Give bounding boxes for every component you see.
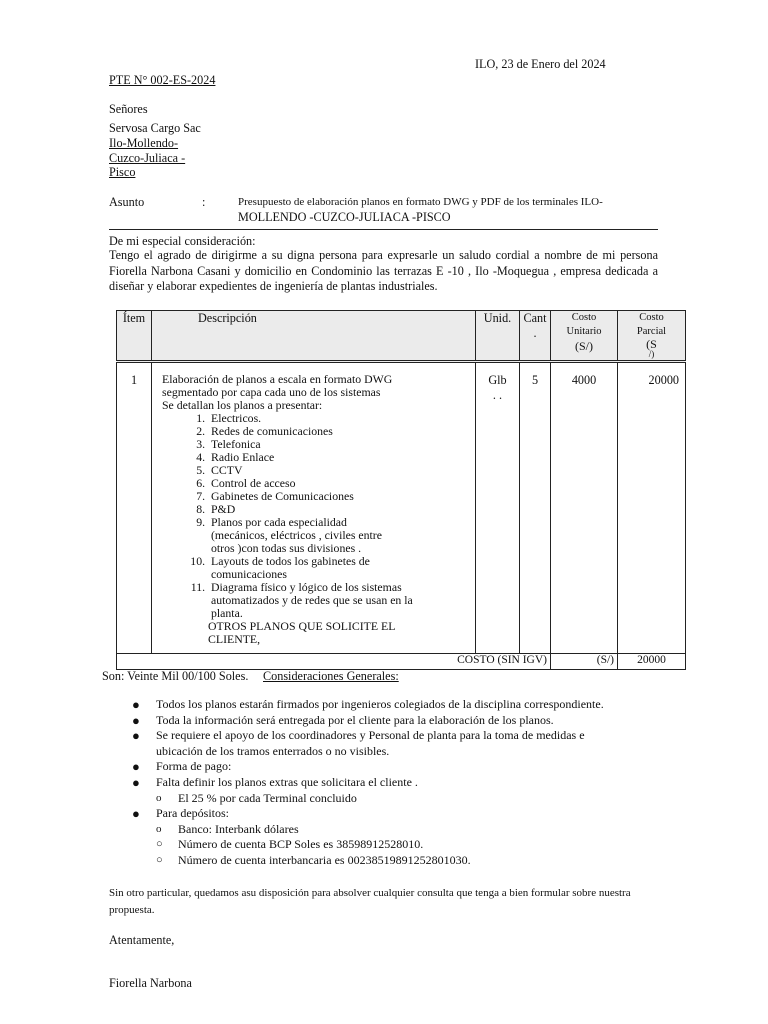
description-intro: segmentado por capa cada uno de los sistemas bbox=[162, 385, 381, 399]
plans-list bbox=[162, 412, 475, 620]
plan-item: 10. Layouts de todos los gabinetes de comunicaciones bbox=[208, 555, 391, 581]
row-unit: Glb . . bbox=[476, 362, 520, 654]
recipient-route-line: Pisco bbox=[109, 165, 136, 179]
table-header-row bbox=[117, 311, 686, 362]
header-quantity: Cant . bbox=[520, 311, 551, 362]
row-item-number: 1 bbox=[117, 362, 152, 654]
plan-item: 3. Telefonica bbox=[208, 438, 475, 451]
header-partial-cost: Costo Parcial (S /) bbox=[618, 311, 686, 362]
list-item: ● Forma de pago: bbox=[132, 759, 232, 775]
bullet-icon: ● bbox=[132, 728, 140, 744]
closing-paragraph: propuesta. bbox=[109, 904, 155, 916]
sub-bullet-icon: o bbox=[156, 822, 162, 835]
sub-list-item: ○ Número de cuenta BCP Soles es 38598912528010. bbox=[156, 837, 424, 852]
plan-item: 1. Electricos. bbox=[208, 412, 475, 425]
list-item: ● Falta definir los planos extras que solicitara el cliente . bbox=[132, 774, 418, 790]
plan-item: 8. P&D bbox=[208, 503, 475, 516]
greeting-paragraph: Tengo el agrado de dirigirme a su digna persona para expresarle un saludo cordial a nombre de mi persona Fiorella Narbona Casani y domicilio en Condominio las terrazas E -10 , Ilo -Moquegua , empresa dedicada a diseñar y elaborar expedientes de ingeniería de plantas industriales. bbox=[109, 248, 658, 293]
header-unit-cost: Costo Unitario (S/) bbox=[551, 311, 618, 362]
plan-item: 5. CCTV bbox=[208, 464, 475, 477]
row-unit-cost: 4000 bbox=[551, 362, 618, 654]
subject-divider bbox=[109, 229, 658, 230]
header-description: Descripción bbox=[152, 311, 476, 362]
bullet-icon: ● bbox=[132, 712, 140, 728]
sub-list-item: o Banco: Interbank dólares bbox=[156, 821, 299, 836]
sub-bullet-icon: o bbox=[156, 791, 162, 804]
recipient-company: Servosa Cargo Sac bbox=[109, 121, 201, 135]
plan-item: 7. Gabinetes de Comunicaciones bbox=[208, 490, 475, 503]
bullet-icon: ● bbox=[132, 697, 140, 712]
subject-line-1: Presupuesto de elaboración planos en formato DWG y PDF de los terminales ILO- bbox=[238, 196, 603, 208]
sub-list-item: ○ Número de cuenta interbancaria es 00238519891252801030. bbox=[156, 852, 471, 867]
row-description bbox=[152, 362, 476, 654]
total-value: 20000 bbox=[618, 654, 686, 670]
greeting-opening: De mi especial consideración: bbox=[109, 234, 256, 248]
header-unit: Unid. bbox=[476, 311, 520, 362]
list-item: ● Para depósitos: bbox=[132, 806, 229, 822]
table-total-row bbox=[117, 654, 686, 670]
row-quantity: 5 bbox=[520, 362, 551, 654]
sub-bullet-icon: ○ bbox=[156, 853, 163, 866]
subject-label: Asunto bbox=[109, 195, 145, 209]
amount-in-words: Son: Veinte Mil 00/100 Soles. bbox=[102, 669, 249, 683]
document-reference: PTE N° 002-ES-2024 bbox=[109, 73, 216, 87]
bullet-icon: ● bbox=[132, 774, 140, 790]
sub-bullet-icon: ○ bbox=[156, 838, 163, 851]
list-item: ● Todos los planos estarán firmados por ingenieros colegiados de la disciplina correspondiente. bbox=[132, 697, 604, 712]
description-extra: OTROS PLANOS QUE SOLICITE EL bbox=[208, 619, 396, 633]
salutation: Señores bbox=[109, 102, 148, 116]
bullet-icon: ● bbox=[132, 759, 140, 775]
budget-table bbox=[116, 310, 686, 670]
subject-colon: : bbox=[202, 195, 206, 209]
plan-item: 4. Radio Enlace bbox=[208, 451, 475, 464]
plan-item: 6. Control de acceso bbox=[208, 477, 475, 490]
sub-list-item: o El 25 % por cada Terminal concluido bbox=[156, 790, 357, 805]
regards: Atentamente, bbox=[109, 933, 175, 947]
recipient-route-line: Cuzco-Juliaca - bbox=[109, 151, 186, 165]
plan-item: 11. Diagrama físico y lógico de los sistemas automatizados y de redes que se usan en la planta. bbox=[208, 581, 426, 620]
description-intro: Se detallan los planos a presentar: bbox=[162, 398, 323, 412]
list-item: ● Toda la información será entregada por el cliente para la elaboración de los planos. bbox=[132, 712, 554, 728]
total-label: COSTO (SIN IGV) bbox=[117, 654, 551, 670]
total-currency: (S/) bbox=[551, 654, 618, 670]
description-intro: Elaboración de planos a escala en formato DWG bbox=[162, 372, 393, 386]
plan-item: 2. Redes de comunicaciones bbox=[208, 425, 475, 438]
considerations-list bbox=[130, 697, 660, 869]
closing-paragraph: Sin otro particular, quedamos asu disposición para absolver cualquier consulta que tenga a bien formular sobre nuestra bbox=[109, 887, 631, 899]
row-partial-cost: 20000 bbox=[618, 362, 686, 654]
subject-line-2: MOLLENDO -CUZCO-JULIACA -PISCO bbox=[238, 210, 451, 224]
recipient-route-line: Ilo-Mollendo- bbox=[109, 136, 179, 150]
plan-item: 9. Planos por cada especialidad (mecánicos, eléctricos , civiles entre otros )con todas sus divisiones . bbox=[208, 516, 396, 555]
description-extra: CLIENTE, bbox=[208, 632, 261, 646]
date-line: ILO, 23 de Enero del 2024 bbox=[475, 57, 606, 71]
bullet-icon: ● bbox=[132, 806, 140, 822]
header-item: Ítem bbox=[117, 311, 152, 362]
table-row bbox=[117, 362, 686, 654]
signature-name: Fiorella Narbona bbox=[109, 976, 192, 990]
considerations-title: Consideraciones Generales: bbox=[263, 669, 399, 683]
list-item: ● Se requiere el apoyo de los coordinadores y Personal de planta para la toma de medidas e ubicación de los tramos enterrados o no visibles. bbox=[132, 728, 585, 758]
